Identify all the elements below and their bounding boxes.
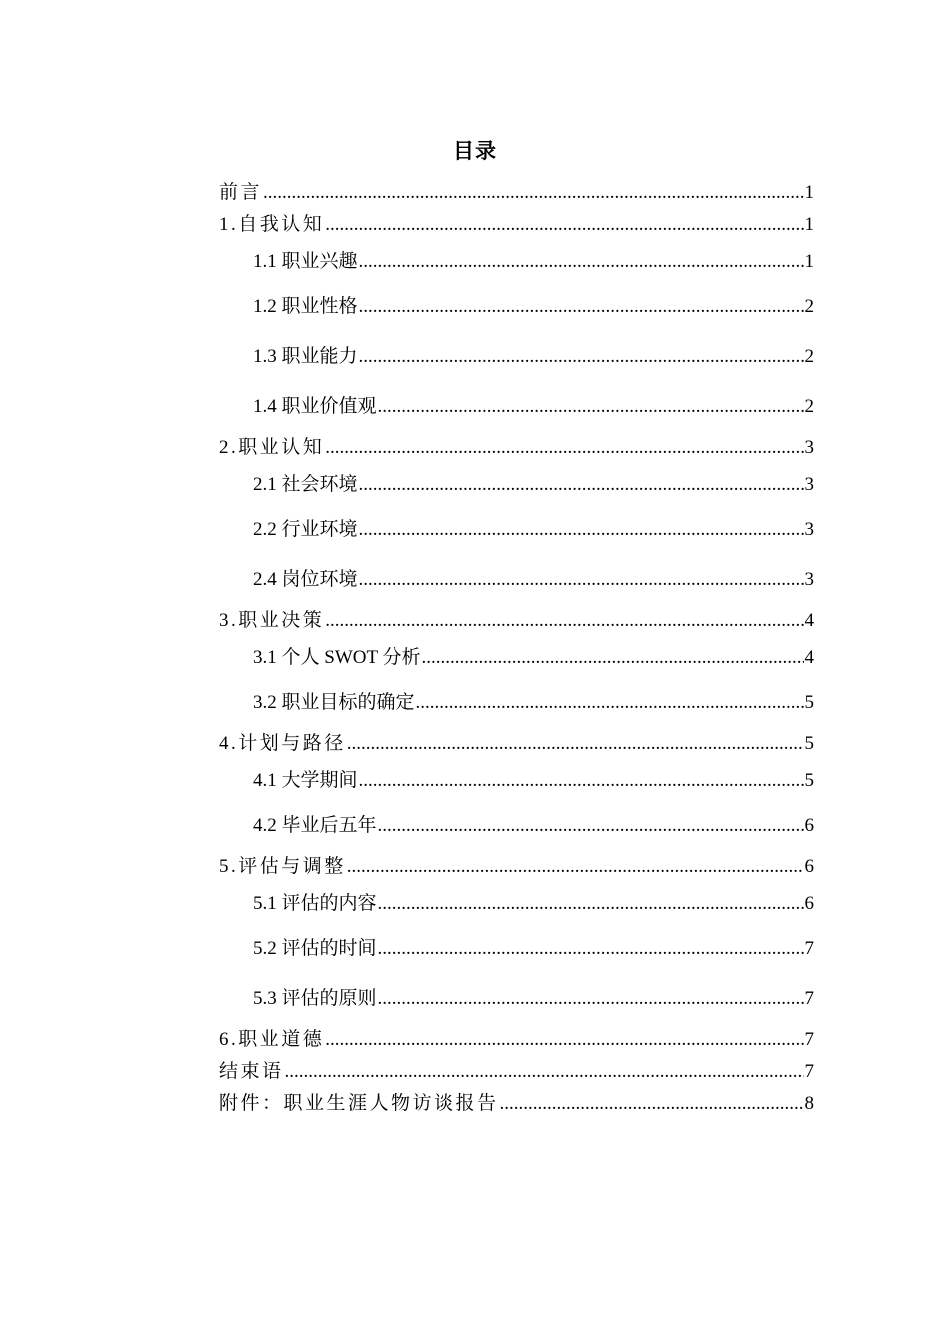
toc-page-number: 7 bbox=[804, 1061, 814, 1082]
dot-leader bbox=[325, 605, 803, 637]
toc-subentry[interactable] bbox=[219, 555, 814, 605]
dot-leader bbox=[263, 177, 803, 209]
toc-page-number: 6 bbox=[804, 815, 814, 836]
toc-subentry[interactable] bbox=[219, 760, 814, 801]
dot-leader bbox=[325, 1024, 803, 1056]
dot-leader bbox=[359, 555, 804, 605]
dot-leader bbox=[378, 924, 804, 974]
dot-leader bbox=[325, 432, 803, 464]
toc-page-number: 3 bbox=[804, 437, 814, 458]
toc-entry-label: 4.1 大学期间 bbox=[253, 770, 358, 791]
toc-page-number: 6 bbox=[804, 856, 814, 877]
dot-leader bbox=[359, 282, 804, 332]
toc-entry-label: 5.评估与调整 bbox=[219, 856, 346, 877]
dot-leader bbox=[325, 209, 803, 241]
toc-entry[interactable] bbox=[219, 1056, 814, 1088]
toc-page-number: 4 bbox=[804, 610, 814, 631]
toc-page-number: 7 bbox=[804, 1029, 814, 1050]
toc-page-number: 2 bbox=[804, 396, 814, 417]
toc-entry-label: 3.2 职业目标的确定 bbox=[253, 692, 415, 713]
toc-entry[interactable] bbox=[219, 177, 814, 209]
toc-entry[interactable] bbox=[219, 1024, 814, 1056]
toc-entry[interactable] bbox=[219, 728, 814, 760]
toc-subentry[interactable] bbox=[219, 382, 814, 432]
toc-page-number: 3 bbox=[804, 519, 814, 540]
toc-entry-label: 前言 bbox=[219, 182, 263, 203]
toc-entry-label: 2.4 岗位环境 bbox=[253, 569, 358, 590]
toc-entry-label: 2.职业认知 bbox=[219, 437, 325, 458]
dot-leader bbox=[359, 332, 804, 382]
toc-entry-label: 3.职业决策 bbox=[219, 610, 325, 631]
toc-subentry[interactable] bbox=[219, 282, 814, 332]
toc-page-number: 1 bbox=[804, 182, 814, 203]
dot-leader bbox=[347, 728, 804, 760]
toc-entry-label: 2.2 行业环境 bbox=[253, 519, 358, 540]
dot-leader bbox=[285, 1056, 804, 1088]
dot-leader bbox=[378, 382, 804, 432]
toc-entry-label: 1.3 职业能力 bbox=[253, 346, 358, 367]
toc-entry[interactable] bbox=[219, 1088, 814, 1120]
toc-subentry[interactable] bbox=[219, 505, 814, 555]
dot-leader bbox=[378, 974, 804, 1024]
toc-page-number: 7 bbox=[804, 988, 814, 1009]
toc-page-number: 7 bbox=[804, 938, 814, 959]
dot-leader bbox=[416, 678, 804, 728]
toc-entry-label: 5.3 评估的原则 bbox=[253, 988, 377, 1009]
toc-page-number: 3 bbox=[804, 474, 814, 495]
dot-leader bbox=[359, 464, 804, 505]
dot-leader bbox=[378, 801, 804, 851]
toc-entry-label: 附件：职业生涯人物访谈报告 bbox=[219, 1093, 499, 1114]
toc-subentry[interactable] bbox=[219, 924, 814, 974]
toc-entry[interactable] bbox=[219, 851, 814, 883]
toc-entry-label: 4.计划与路径 bbox=[219, 733, 346, 754]
toc-subentry[interactable] bbox=[219, 801, 814, 851]
toc-subentry[interactable] bbox=[219, 241, 814, 282]
toc-page-number: 5 bbox=[804, 733, 814, 754]
toc-entry-label: 5.1 评估的内容 bbox=[253, 893, 377, 914]
toc-entry-label: 3.1 个人 SWOT 分析 bbox=[253, 647, 421, 668]
dot-leader bbox=[347, 851, 804, 883]
toc-page-number: 2 bbox=[804, 296, 814, 317]
toc-entry-label: 4.2 毕业后五年 bbox=[253, 815, 377, 836]
toc-entry-label: 1.1 职业兴趣 bbox=[253, 251, 358, 272]
toc-page-number: 2 bbox=[804, 346, 814, 367]
toc-title: 目录 bbox=[453, 139, 497, 163]
toc-subentry[interactable] bbox=[219, 332, 814, 382]
toc-page-number: 1 bbox=[804, 251, 814, 272]
toc-entry-label: 5.2 评估的时间 bbox=[253, 938, 377, 959]
dot-leader bbox=[421, 637, 803, 678]
toc-page-number: 1 bbox=[804, 214, 814, 235]
toc-page-number: 6 bbox=[804, 893, 814, 914]
toc-subentry[interactable] bbox=[219, 883, 814, 924]
toc-list bbox=[219, 177, 814, 1120]
toc-entry[interactable] bbox=[219, 605, 814, 637]
toc-entry-label: 2.1 社会环境 bbox=[253, 474, 358, 495]
toc-entry[interactable] bbox=[219, 432, 814, 464]
dot-leader bbox=[378, 883, 804, 924]
toc-subentry[interactable] bbox=[219, 637, 814, 678]
toc-entry[interactable] bbox=[219, 209, 814, 241]
toc-page-number: 5 bbox=[804, 692, 814, 713]
toc-page-number: 4 bbox=[804, 647, 814, 668]
toc-page-number: 3 bbox=[804, 569, 814, 590]
toc-entry-label: 1.自我认知 bbox=[219, 214, 325, 235]
toc-page-number: 8 bbox=[804, 1093, 814, 1114]
toc-entry-label: 1.2 职业性格 bbox=[253, 296, 358, 317]
toc-page-number: 5 bbox=[804, 770, 814, 791]
toc-entry-label: 6.职业道德 bbox=[219, 1029, 325, 1050]
dot-leader bbox=[359, 241, 804, 282]
toc-subentry[interactable] bbox=[219, 464, 814, 505]
dot-leader bbox=[359, 505, 804, 555]
dot-leader bbox=[500, 1088, 804, 1120]
toc-subentry[interactable] bbox=[219, 678, 814, 728]
dot-leader bbox=[359, 760, 804, 801]
toc-subentry[interactable] bbox=[219, 974, 814, 1024]
toc-entry-label: 结束语 bbox=[219, 1061, 284, 1082]
toc-entry-label: 1.4 职业价值观 bbox=[253, 396, 377, 417]
